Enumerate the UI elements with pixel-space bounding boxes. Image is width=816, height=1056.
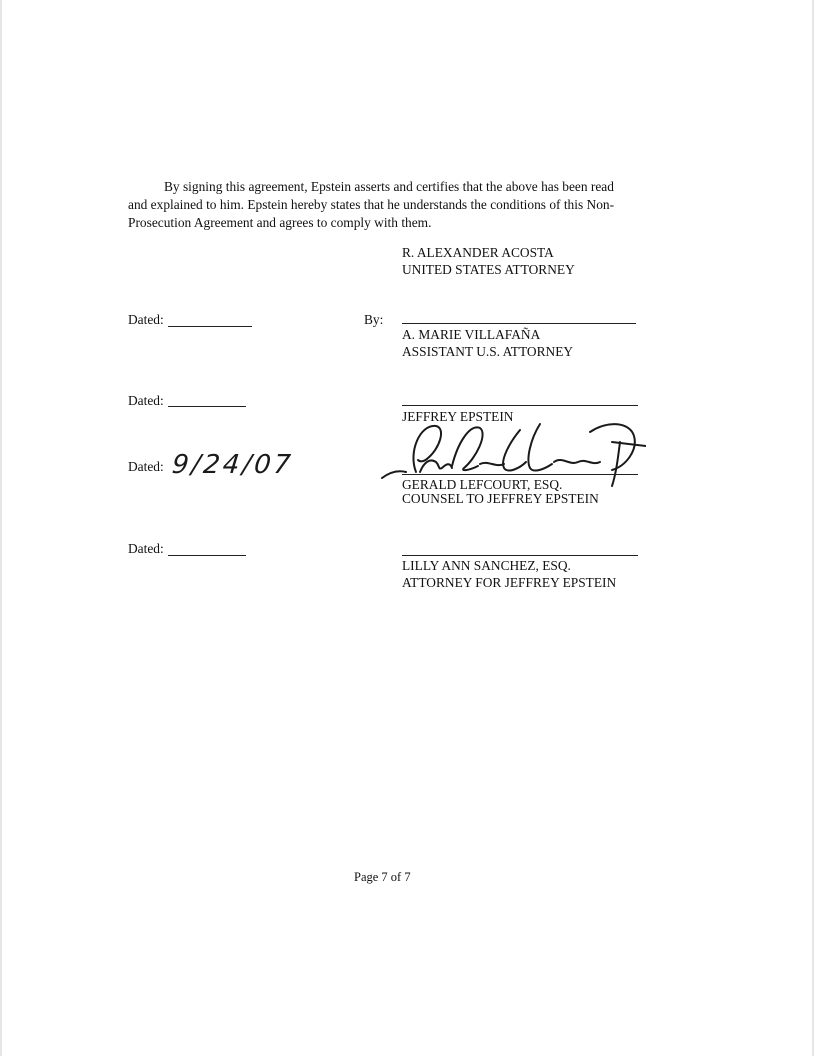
signer-title-1: ASSISTANT U.S. ATTORNEY [402, 344, 574, 359]
signer-title-3: COUNSEL TO JEFFREY EPSTEIN [402, 491, 599, 506]
date-line-4 [168, 555, 246, 556]
edge-mark-left [0, 0, 2, 1056]
signature-line-2 [402, 405, 638, 406]
dated-label-4: Dated: [128, 541, 164, 556]
signature-line-4 [402, 555, 638, 556]
date-line-1 [168, 326, 252, 327]
paragraph-line-3: Prosecution Agreement and agrees to comply with them. [128, 214, 432, 230]
dated-label-1: Dated: [128, 312, 164, 327]
signature-line-1 [402, 323, 636, 324]
signer-name-1: A. MARIE VILLAFAÑA [402, 327, 541, 342]
signer-title-4: ATTORNEY FOR JEFFREY EPSTEIN [402, 575, 617, 590]
dated-label-3: Dated: [128, 459, 164, 474]
date-line-2 [168, 406, 246, 407]
signature-line-3 [402, 474, 638, 475]
signer-name-3: GERALD LEFCOURT, ESQ. [402, 477, 563, 492]
paragraph-line-1: By signing this agreement, Epstein asserts and certifies that the above has been read [164, 179, 614, 194]
dated-label-2: Dated: [128, 393, 164, 408]
us-attorney-name: R. ALEXANDER ACOSTA [402, 245, 554, 260]
signer-name-4: LILLY ANN SANCHEZ, ESQ. [402, 558, 571, 573]
certification-paragraph [128, 178, 648, 232]
us-attorney-title: UNITED STATES ATTORNEY [402, 262, 575, 277]
signer-name-2: JEFFREY EPSTEIN [402, 409, 514, 424]
handwritten-date: 9/24/07 [170, 450, 295, 480]
by-label: By: [364, 312, 384, 327]
page-number: Page 7 of 7 [354, 870, 411, 884]
edge-mark-right [812, 0, 814, 1056]
paragraph-line-2: and explained to him. Epstein hereby states that he understands the conditions of this Non- [128, 196, 615, 212]
